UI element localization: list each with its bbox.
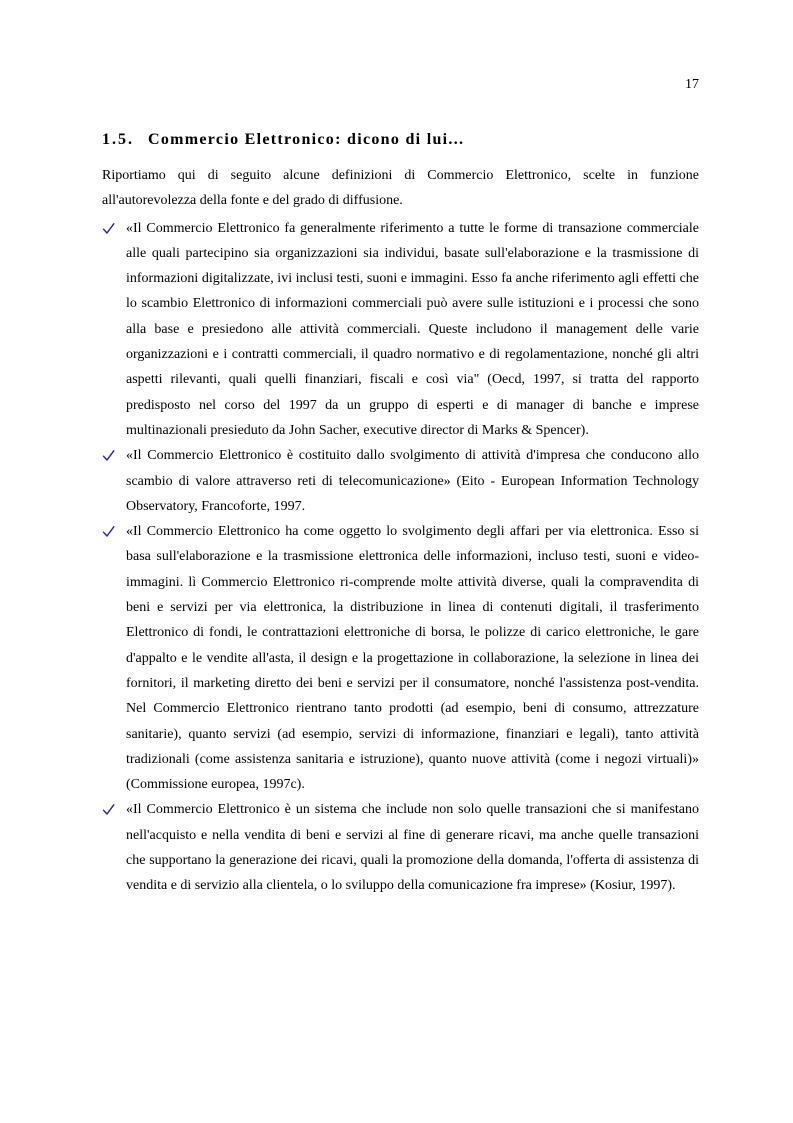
definition-text: «Il Commercio Elettronico è costituito dallo svolgimento di attività d'impresa che conducono allo scambio di valore attraverso reti di telecomunicazione» (Eito - European Information Technology Observatory, Francoforte, 1997. (126, 448, 699, 514)
definition-text: «Il Commercio Elettronico fa generalmente riferimento a tutte le forme di transazione commerciale alle quali partecipino sia organizzazioni sia individui, basate sull'elaborazione e la trasmissione di informazioni digitalizzate, ivi inclusi testi, suoni e immagini. Esso fa anche riferimento agli effetti che lo scambio Elettronico di informazioni commerciali può avere sulle istituzioni e i processi che sono alla base e presiedono alle attività commerciali. Queste includono il management delle varie organizzazioni e i contratti commerciali, il quadro normativo e di regolamentazione, nonché gli altri aspetti rilevanti, quali quelli finanziari, fiscali e così via" (Oecd, 1997, si tratta del rapporto predisposto nel corso del 1997 da un gruppo di esperti e di manager di banche e imprese multinazionali presieduto da John Sacher, executive director di Marks & Spencer). (126, 220, 699, 438)
document-body (102, 163, 699, 899)
checkmark-icon (102, 449, 115, 462)
section-title: Commercio Elettronico: dicono di lui... (148, 131, 465, 148)
checkmark-icon (102, 803, 115, 816)
definition-item (102, 216, 699, 444)
definition-item (102, 519, 699, 797)
checkmark-icon (102, 525, 115, 538)
section-number: 1.5. (102, 131, 134, 148)
definition-text: «Il Commercio Elettronico è un sistema che include non solo quelle transazioni che si manifestano nell'acquisto e nella vendita di beni e servizi al fine di generare ricavi, ma anche quelle transazioni che supportano la generazione dei ricavi, quali la promozione della domanda, l'offerta di assistenza di vendita e di servizio alla clientela, o lo sviluppo della comunicazione fra imprese» (Kosiur, 1997). (126, 802, 699, 894)
intro-paragraph: Riportiamo qui di seguito alcune definizioni di Commercio Elettronico, scelte in funzione all'autorevolezza della fonte e del grado di diffusione. (102, 168, 699, 209)
checkmark-icon (102, 222, 115, 235)
definition-item (102, 797, 699, 898)
section-heading (102, 130, 700, 150)
page-number: 17 (685, 77, 699, 92)
definition-item (102, 443, 699, 519)
definitions-list (102, 216, 699, 899)
definition-text: «Il Commercio Elettronico ha come oggetto lo svolgimento degli affari per via elettronica. Esso si basa sull'elaborazione e la trasmissione elettronica delle informazioni, incluso testi, suoni e video-immagini. lì Commercio Elettronico ri-comprende molte attività diverse, quali la compravendita di beni e servizi per via elettronica, la distribuzione in linea di contenuti digitali, il trasferimento Elettronico di fondi, le contrattazioni elettroniche di borsa, le polizze di carico elettroniche, le gare d'appalto e le vendite all'asta, il design e la progettazione in collaborazione, la selezione in linea dei fornitori, il marketing diretto dei beni e servizi per il consumatore, nonché l'assistenza post-vendita. Nel Commercio Elettronico rientrano tanto prodotti (ad esempio, beni di consumo, attrezzature sanitarie), quanto servizi (ad esempio, servizi di informazione, finanziari e legali), tanto attività tradizionali (come assistenza sanitaria e istruzione), quanto nuove attività (come i negozi virtuali)» (Commissione europea, 1997c). (126, 524, 699, 793)
